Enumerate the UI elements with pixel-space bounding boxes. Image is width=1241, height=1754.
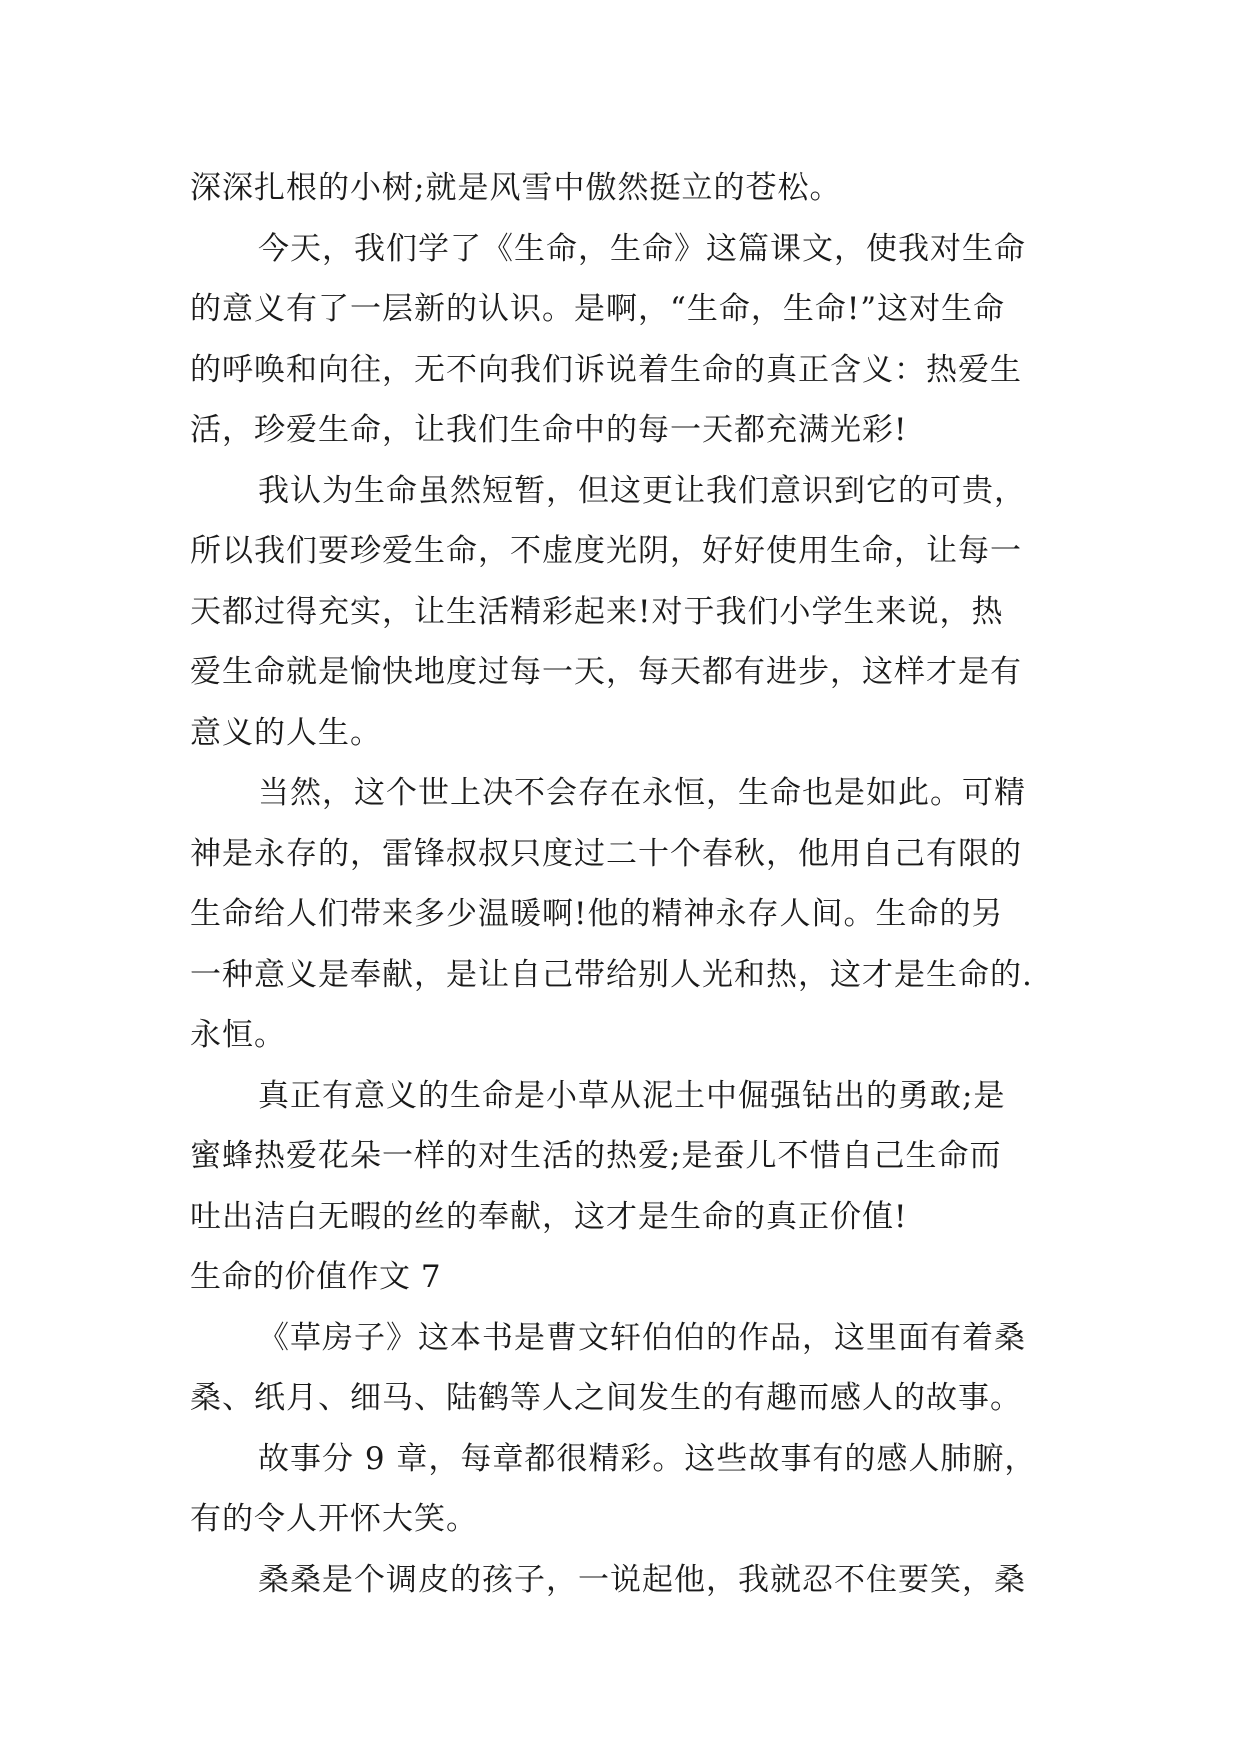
text-line: 蜜蜂热爱花朵一样的对生活的热爱;是蚕儿不惜自己生命而	[190, 1138, 1002, 1174]
section-heading: 生命的价值作文 7	[190, 1259, 442, 1295]
text-line: 《草房子》这本书是曹文轩伯伯的作品，这里面有着桑	[258, 1319, 1026, 1356]
text-line: 深深扎根的小树;就是风雪中傲然挺立的苍松。	[190, 170, 842, 206]
text-line: 有的令人开怀大笑。	[190, 1501, 478, 1537]
text-line: 今天，我们学了《生命，生命》这篇课文，使我对生命	[258, 230, 1026, 267]
text-line: 故事分 9 章，每章都很精彩。这些故事有的感人肺腑，	[258, 1440, 1037, 1477]
text-line: 桑、纸月、细马、陆鹤等人之间发生的有趣而感人的故事。	[190, 1380, 1022, 1416]
text-line: 天都过得充实，让生活精彩起来!对于我们小学生来说，热	[190, 593, 1004, 630]
body-text	[190, 158, 1070, 1610]
text-line: 爱生命就是愉快地度过每一天，每天都有进步，这样才是有	[190, 654, 1022, 690]
text-line: 活，珍爱生命，让我们生命中的每一天都充满光彩!	[190, 412, 908, 448]
text-line: 的呼唤和向往，无不向我们诉说着生命的真正含义：热爱生	[190, 351, 1022, 388]
text-line: 桑桑是个调皮的孩子，一说起他，我就忍不住要笑，桑	[258, 1561, 1026, 1598]
text-line: 所以我们要珍爱生命，不虚度光阴，好好使用生命，让每一	[190, 533, 1022, 569]
text-line: 神是永存的，雷锋叔叔只度过二十个春秋，他用自己有限的	[190, 835, 1022, 872]
text-line: 生命给人们带来多少温暖啊!他的精神永存人间。生命的另	[190, 896, 1004, 932]
text-line: 吐出洁白无暇的丝的奉献，这才是生命的真正价值!	[190, 1198, 908, 1235]
text-line: 意义的人生。	[190, 714, 382, 751]
text-line: 的意义有了一层新的认识。是啊，“生命，生命!”这对生命	[190, 291, 1006, 327]
text-line: 永恒。	[190, 1017, 286, 1053]
text-line: 真正有意义的生命是小草从泥土中倔强钻出的勇敢;是	[258, 1077, 1006, 1114]
text-line: 一种意义是奉献，是让自己带给别人光和热，这才是生命的.	[190, 956, 1033, 993]
text-line: 当然，这个世上决不会存在永恒，生命也是如此。可精	[258, 775, 1026, 811]
text-line: 我认为生命虽然短暂，但这更让我们意识到它的可贵，	[258, 472, 1026, 509]
